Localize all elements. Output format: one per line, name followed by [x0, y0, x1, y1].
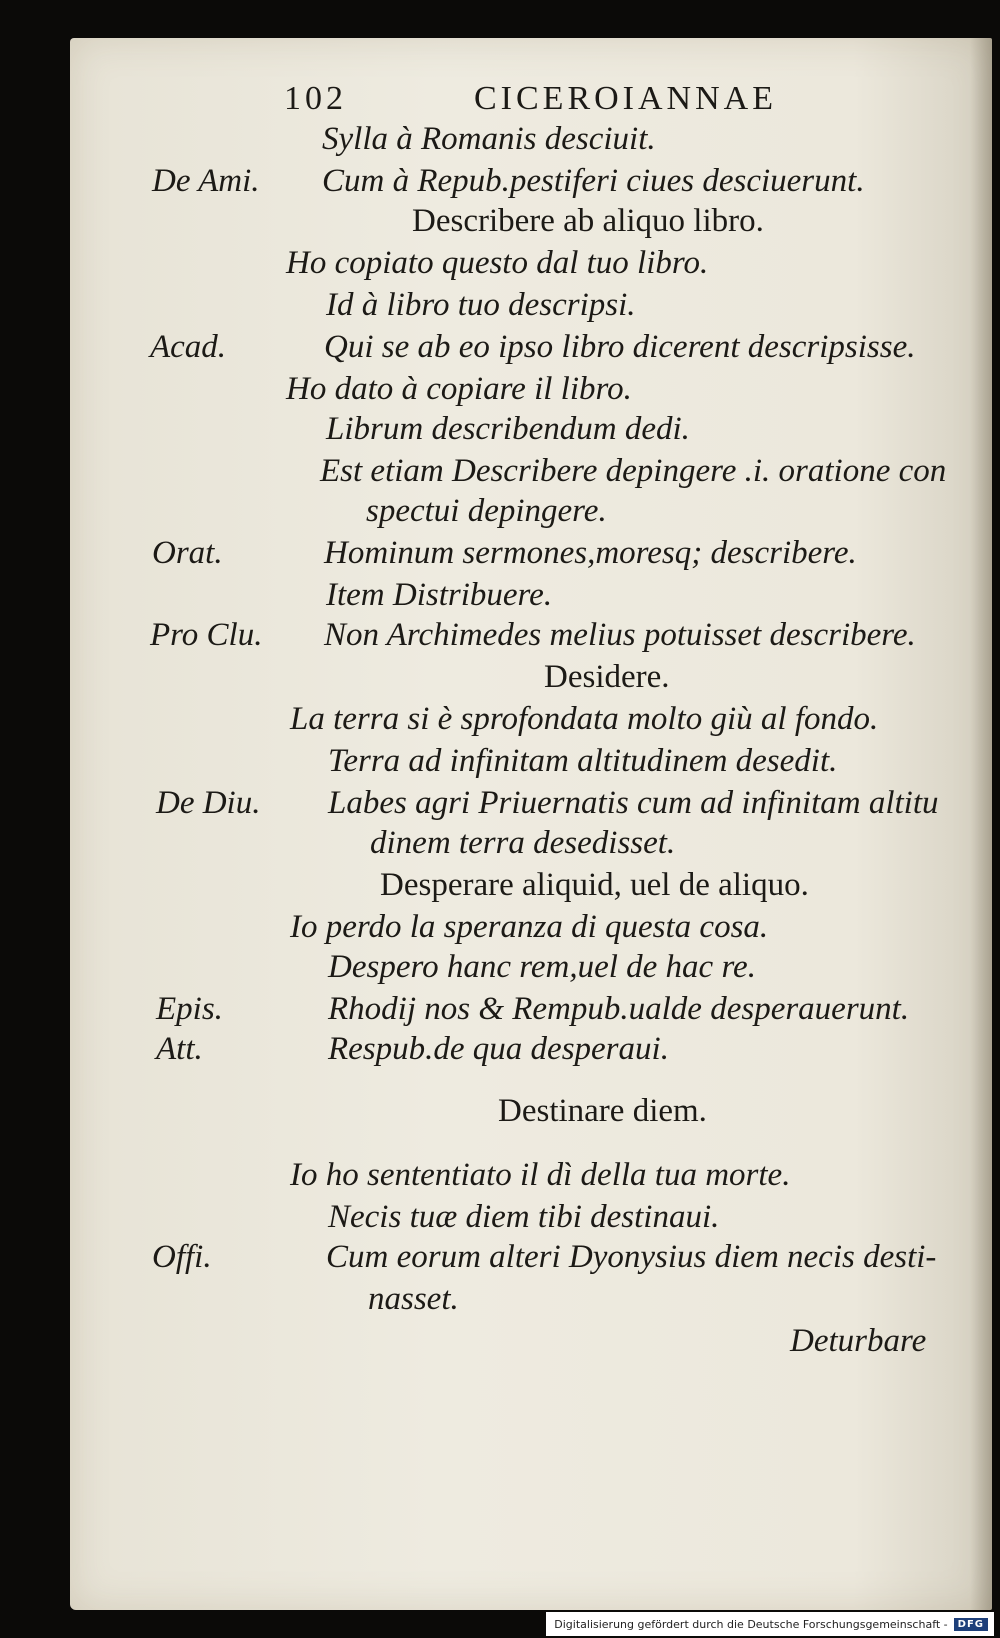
text-line: Rhodij nos & Rempub.ualde desperauerunt.	[328, 991, 910, 1027]
text-line: Io ho sententiato il dì della tua morte.	[290, 1157, 791, 1193]
text-line: Est etiam Describere depingere .i. oratione con	[320, 453, 947, 489]
footer-text: Digitalisierung gefördert durch die Deutsche Forschungsgemeinschaft -	[554, 1617, 948, 1631]
entry-heading: Destinare diem.	[498, 1093, 707, 1129]
text-line: Respub.de qua desperaui.	[328, 1031, 669, 1067]
text-line: Qui se ab eo ipso libro dicerent descripsisse.	[324, 329, 916, 365]
margin-citation: Epis.	[156, 991, 223, 1027]
text-line: Ho copiato questo dal tuo libro.	[286, 245, 709, 281]
text-line: Labes agri Priuernatis cum ad infinitam altitu	[328, 785, 939, 821]
entry-heading: Describere ab aliquo libro.	[412, 203, 764, 239]
entry-heading: Desperare aliquid, uel de aliquo.	[380, 867, 809, 903]
margin-citation: Pro Clu.	[150, 617, 263, 653]
margin-citation: Orat.	[152, 535, 223, 571]
text-line: dinem terra desedisset.	[370, 825, 676, 861]
page-spine-shadow	[970, 38, 992, 1610]
page-number: 102	[284, 80, 347, 117]
margin-citation: Att.	[156, 1031, 203, 1067]
margin-citation: Acad.	[150, 329, 227, 365]
catchword: Deturbare	[790, 1323, 927, 1359]
margin-citation: De Diu.	[156, 785, 261, 821]
text-line: Hominum sermones,moresq; describere.	[324, 535, 857, 571]
margin-citation: De Ami.	[152, 163, 260, 199]
text-line: Sylla à Romanis desciuit.	[322, 121, 656, 157]
text-line: spectui depingere.	[366, 493, 607, 529]
text-line: Terra ad infinitam altitudinem desedit.	[328, 743, 838, 779]
book-page	[70, 38, 992, 1610]
text-line: Io perdo la speranza di questa cosa.	[290, 909, 769, 945]
digitization-footer	[546, 1612, 994, 1636]
text-line: Item Distribuere.	[326, 577, 553, 613]
text-line: Librum describendum dedi.	[326, 411, 690, 447]
text-line: Cum à Repub.pestiferi ciues desciuerunt.	[322, 163, 865, 199]
text-line: Ho dato à copiare il libro.	[286, 371, 632, 407]
text-line: nasset.	[368, 1281, 459, 1317]
text-line: Necis tuæ diem tibi destinaui.	[328, 1199, 720, 1235]
text-line: Non Archimedes melius potuisset describere.	[324, 617, 916, 653]
text-line: Id à libro tuo descripsi.	[326, 287, 636, 323]
entry-heading: Desidere.	[544, 659, 670, 695]
text-line: Despero hanc rem,uel de hac re.	[328, 949, 756, 985]
dfg-logo-icon: DFG	[954, 1618, 988, 1631]
margin-citation: Offi.	[152, 1239, 212, 1275]
text-line: La terra si è sprofondata molto giù al fondo.	[290, 701, 879, 737]
text-line: Cum eorum alteri Dyonysius diem necis desti-	[326, 1239, 937, 1275]
running-title: CICEROIANNAE	[474, 80, 777, 117]
